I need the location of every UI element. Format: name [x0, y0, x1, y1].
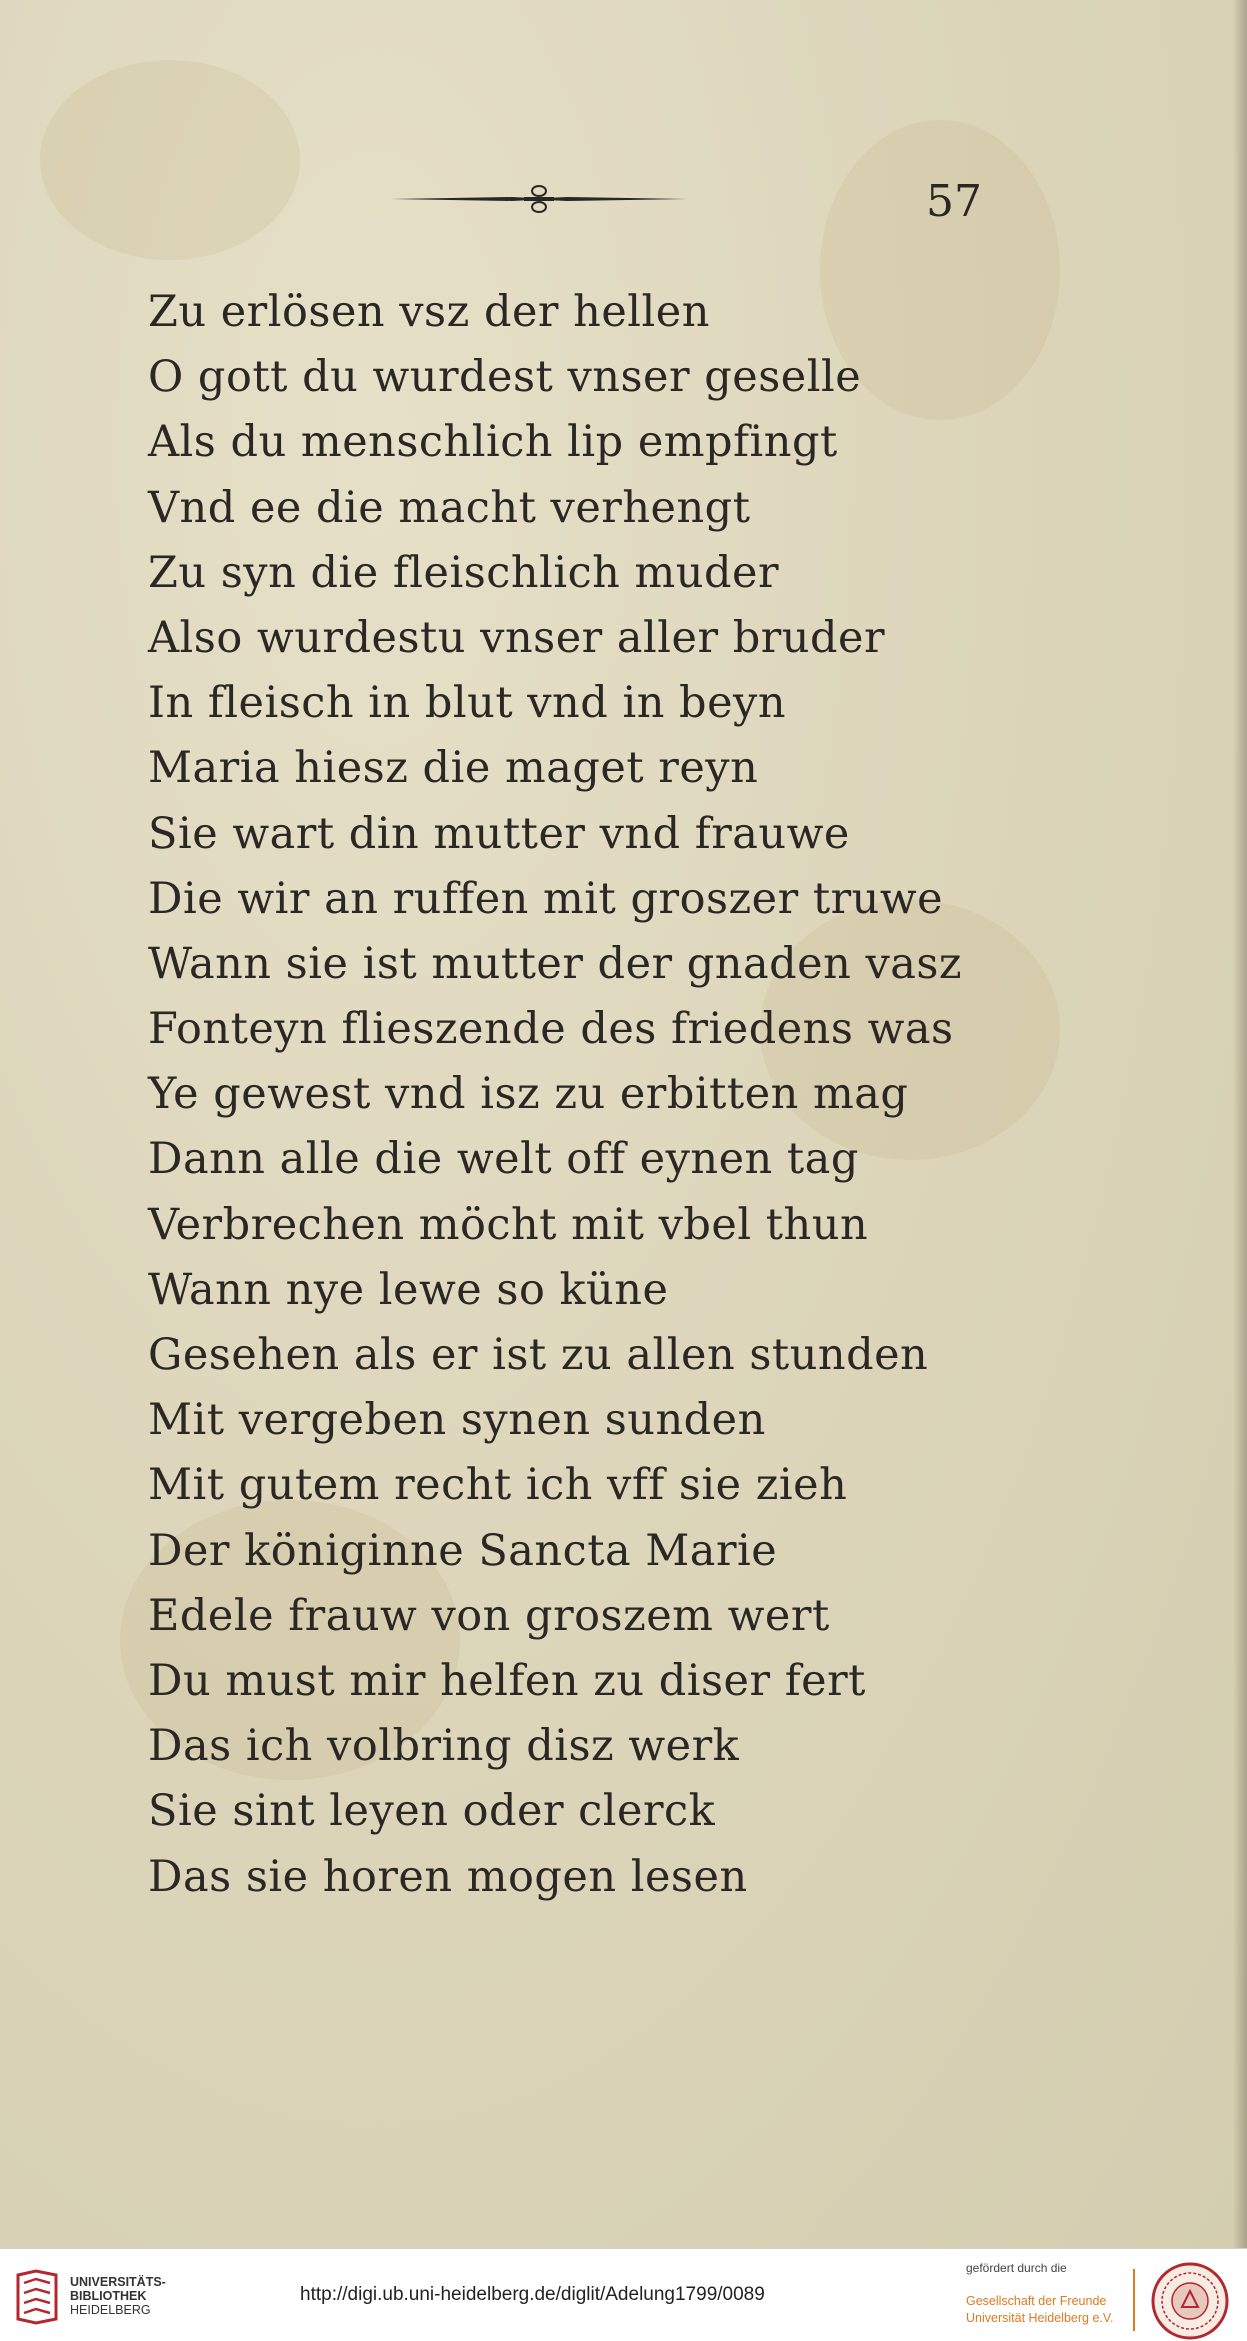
verse-line: Du must mir helfen zu diser fert	[148, 1655, 866, 1706]
verse-line: Wann nye lewe so küne	[148, 1264, 669, 1315]
library-name-line: UNIVERSITÄTS-	[70, 2275, 166, 2289]
verse-line: Zu syn die fleischlich muder	[148, 547, 780, 598]
sponsor-divider	[1133, 2269, 1135, 2331]
permalink-url[interactable]: http://digi.ub.uni-heidelberg.de/diglit/Adelung1799/0089	[300, 2284, 765, 2305]
verse-line: Wann sie ist mutter der gnaden vasz	[148, 938, 963, 989]
university-seal-icon[interactable]	[1150, 2261, 1230, 2341]
verse-line: Also wurdestu vnser aller bruder	[148, 612, 886, 663]
verse-line: Die wir an ruffen mit groszer truwe	[148, 873, 944, 924]
verse-line: Der königinne Sancta Marie	[148, 1525, 778, 1576]
verse-line: Gesehen als er ist zu allen stunden	[148, 1330, 929, 1380]
verse-line: Maria hiesz die maget reyn	[148, 743, 759, 794]
verse-line: Das sie horen mogen lesen	[148, 1851, 748, 1902]
verse-line: Mit vergeben synen sunden	[148, 1395, 766, 1446]
verse-line: Das ich volbring disz werk	[148, 1721, 740, 1772]
verse-line: Verbrechen möcht mit vbel thun	[148, 1199, 869, 1250]
ornamental-rule-icon	[392, 182, 687, 216]
verse-line: Sie wart din mutter vnd frauwe	[148, 808, 850, 859]
verse-line: Mit gutem recht ich vff sie zieh	[148, 1460, 848, 1511]
verse-line: Vnd ee die macht verhengt	[148, 482, 751, 533]
sponsor-name-line: Gesellschaft der Freunde	[966, 2294, 1107, 2308]
verse-line: Fonteyn flieszende des friedens was	[148, 1004, 954, 1055]
verse-line: In fleisch in blut vnd in beyn	[148, 678, 787, 729]
page-number: 57	[926, 176, 982, 227]
verse-line: Ye gewest vnd isz zu erbitten mag	[148, 1069, 909, 1120]
page-edge-shadow	[1233, 0, 1247, 2248]
verse-line: O gott du wurdest vnser geselle	[148, 352, 862, 403]
sponsor-name-line: Universität Heidelberg e.V.	[966, 2311, 1114, 2325]
verse-line: Sie sint leyen oder clerck	[148, 1786, 716, 1837]
library-name-line: BIBLIOTHEK	[70, 2289, 147, 2303]
paper-stain	[40, 60, 300, 260]
verse-line: Edele frauw von groszem wert	[148, 1590, 830, 1641]
library-name-line: HEIDELBERG	[70, 2303, 151, 2317]
university-library-logo-icon[interactable]	[14, 2269, 60, 2325]
library-name[interactable]	[70, 2275, 166, 2317]
verse-line: Zu erlösen vsz der hellen	[148, 287, 710, 337]
verse-line: Dann alle die welt off eynen tag	[148, 1134, 859, 1185]
verse-line: Als du menschlich lip empfingt	[148, 417, 838, 468]
digitization-footer	[0, 2248, 1247, 2339]
sponsor-label: gefördert durch die	[966, 2261, 1067, 2275]
sponsor-name[interactable]	[966, 2293, 1114, 2327]
poem-text	[148, 280, 962, 1910]
